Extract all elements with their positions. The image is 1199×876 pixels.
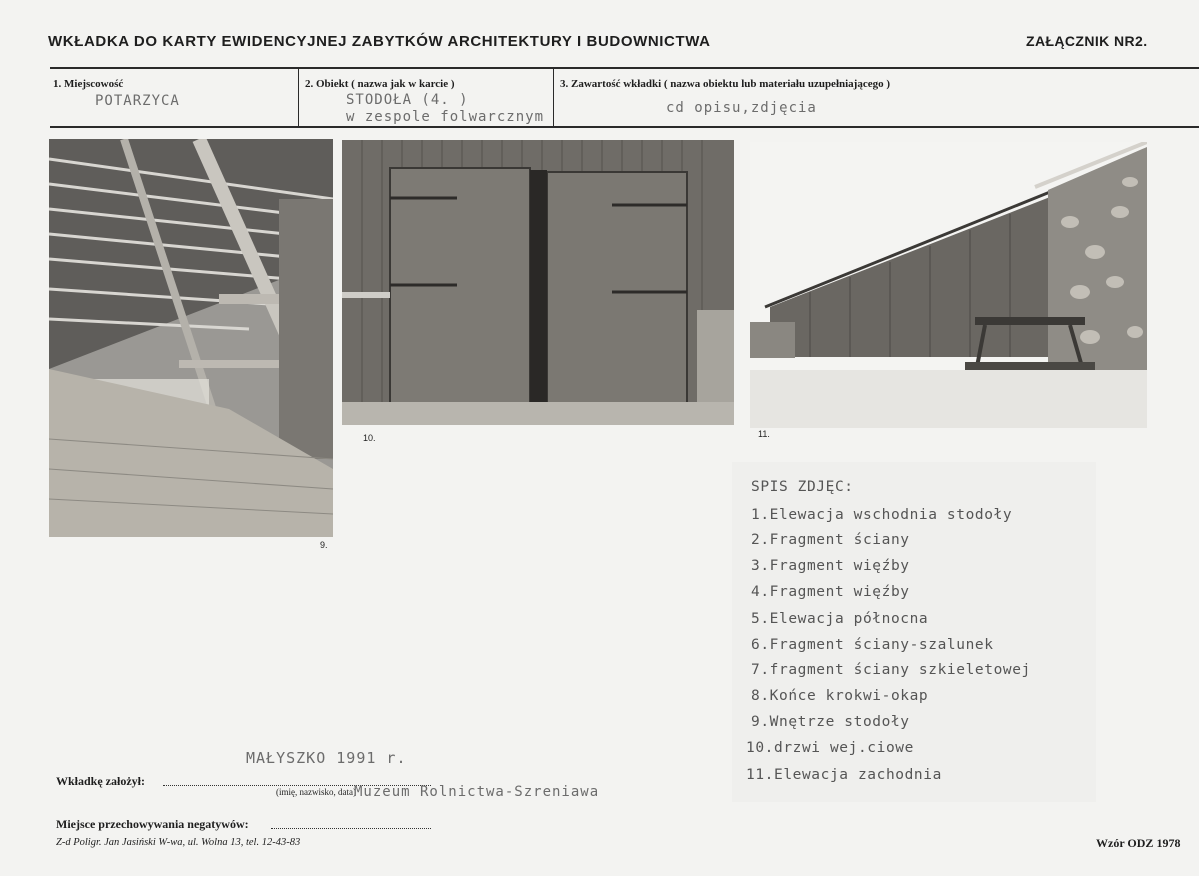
list-item: 6.Fragment ściany-szalunek [751, 637, 994, 653]
list-item: 7.fragment ściany szkieletowej [751, 662, 1031, 678]
photo-number-11: 11. [758, 429, 770, 439]
author-typed: MAŁYSZKO 1991 r. [246, 749, 407, 767]
locality-value: POTARZYCA [95, 93, 180, 109]
photo-list-heading: SPIS ZDJĘC: [751, 479, 854, 495]
object-value-line1: STODOŁA (4. ) [346, 92, 469, 108]
photo-number-10: 10. [363, 433, 376, 443]
negatives-dotted-line [271, 828, 431, 829]
author-label: Wkładkę założył: [56, 774, 145, 788]
list-item: 3.Fragment więźby [751, 558, 910, 574]
photo-barn-interior [49, 139, 333, 537]
negatives-typed: Muzeum Rolnictwa-Szreniawa [354, 784, 600, 800]
field-divider-1 [298, 68, 299, 127]
object-value-line2: w zespole folwarcznym [346, 109, 545, 125]
printer-imprint: Z-d Poligr. Jan Jasiński W-wa, ul. Wolna 13, tel. 12-43-83 [56, 837, 301, 848]
list-item: 5.Elewacja północna [751, 611, 929, 627]
author-hint: (imię, nazwisko, data) [276, 787, 356, 797]
object-label: 2. Obiekt ( nazwa jak w karcie ) [305, 78, 455, 90]
list-item: 9.Wnętrze stodoły [751, 714, 910, 730]
form-title: WKŁADKA DO KARTY EWIDENCYJNEJ ZABYTKÓW ARCHITEKTURY I BUDOWNICTWA [48, 33, 711, 50]
list-item: 4.Fragment więźby [751, 584, 910, 600]
header-rule-top [50, 67, 1199, 69]
content-label: 3. Zawartość wkładki ( nazwa obiektu lub materiału uzupełniającego ) [560, 78, 891, 90]
photo-number-9: 9. [320, 540, 328, 550]
list-item: 11.Elewacja zachodnia [746, 767, 942, 783]
form-model: Wzór ODZ 1978 [1096, 836, 1181, 850]
list-item: 8.Końce krokwi-okap [751, 688, 929, 704]
content-value: cd opisu,zdjęcia [666, 100, 817, 116]
header-rule-bottom [50, 126, 1199, 128]
list-item: 10.drzwi wej.ciowe [746, 740, 914, 756]
annex-number: ZAŁĄCZNIK NR2. [1026, 33, 1148, 49]
photo-west-elevation [750, 142, 1147, 428]
list-item: 1.Elewacja wschodnia stodoły [751, 507, 1013, 523]
negatives-label: Miejsce przechowywania negatywów: [56, 817, 249, 831]
locality-label: 1. Miejscowość [53, 78, 124, 90]
list-item: 2.Fragment ściany [751, 532, 910, 548]
photo-entrance-doors [342, 140, 734, 425]
field-divider-2 [553, 68, 554, 127]
